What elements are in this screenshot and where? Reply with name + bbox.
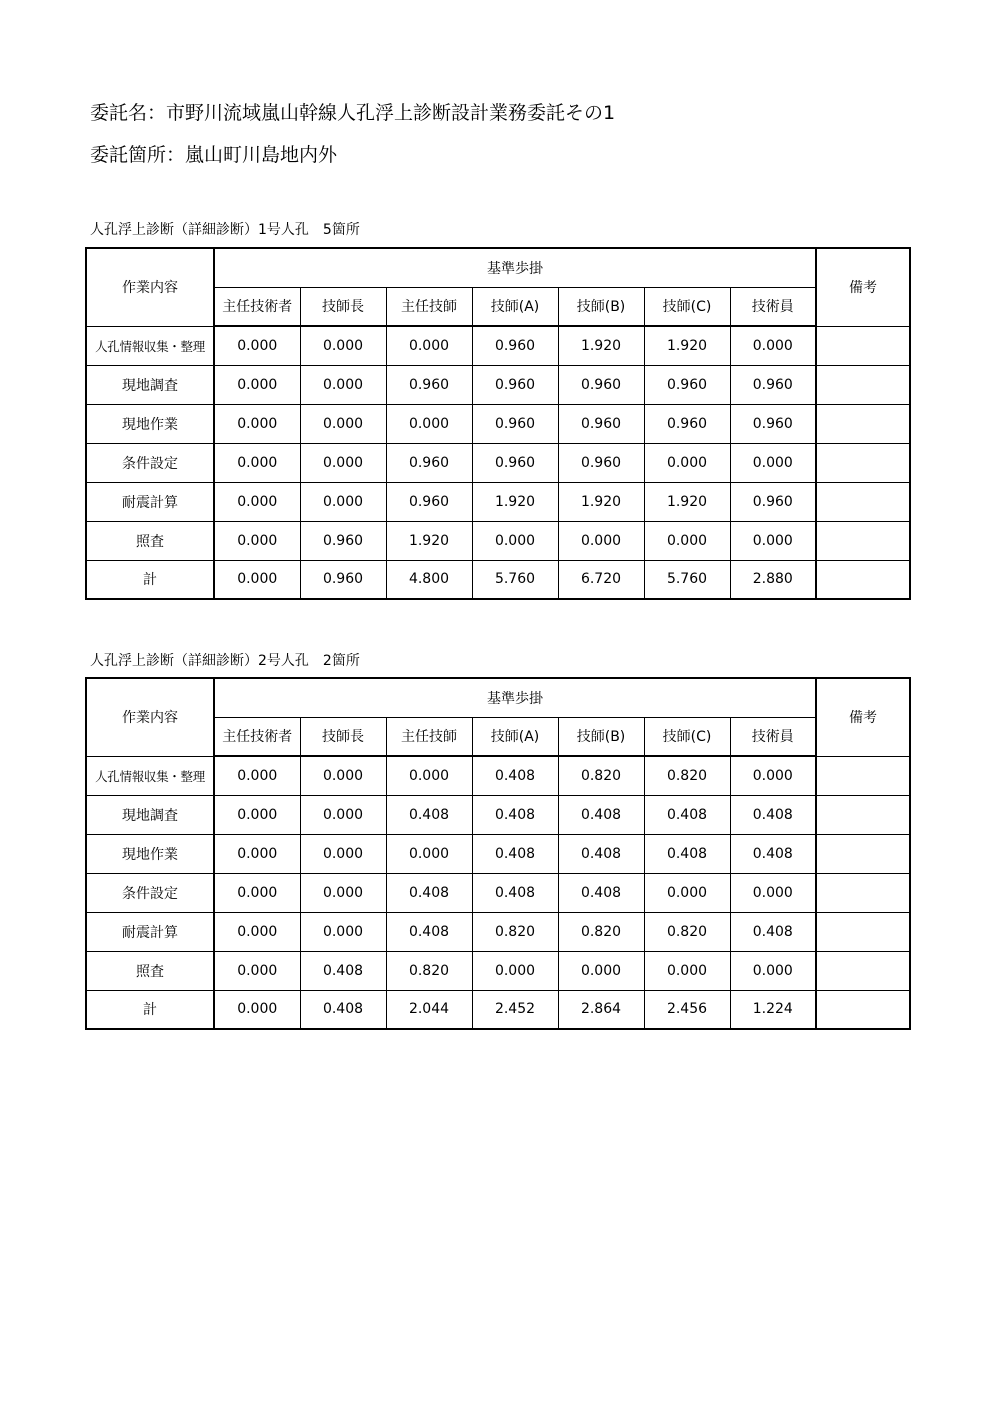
table-row: [86, 560, 910, 599]
remarks-cell: [816, 990, 910, 1029]
table-row: [86, 443, 910, 482]
value-cell: 0.408: [472, 873, 558, 912]
value-cell: 0.408: [386, 912, 472, 951]
table-row: [86, 482, 910, 521]
value-cell: 0.408: [386, 873, 472, 912]
value-cell: 0.960: [730, 365, 816, 404]
value-cell: 0.960: [730, 482, 816, 521]
header-row: [86, 678, 910, 717]
role-column-header: 技師(B): [558, 717, 644, 756]
value-cell: 0.960: [558, 404, 644, 443]
value-cell: 0.820: [644, 756, 730, 795]
value-cell: 0.408: [730, 795, 816, 834]
task-label: 現地作業: [86, 834, 214, 873]
value-cell: 0.408: [300, 951, 386, 990]
table-row: [86, 990, 910, 1029]
value-cell: 0.960: [386, 365, 472, 404]
table-row: [86, 951, 910, 990]
value-cell: 0.000: [214, 365, 300, 404]
task-label: 照査: [86, 951, 214, 990]
value-cell: 0.000: [730, 326, 816, 365]
role-column-header: 技師(A): [472, 717, 558, 756]
task-label: 人孔情報収集・整理: [86, 756, 214, 795]
value-cell: 0.000: [214, 482, 300, 521]
role-column-header: 技師長: [300, 717, 386, 756]
value-cell: 0.000: [214, 443, 300, 482]
task-label: 条件設定: [86, 873, 214, 912]
remarks-cell: [816, 912, 910, 951]
task-column-header: 作業内容: [86, 248, 214, 326]
value-cell: 0.408: [472, 795, 558, 834]
value-cell: 0.408: [558, 873, 644, 912]
remarks-cell: [816, 521, 910, 560]
value-cell: 0.408: [730, 912, 816, 951]
task-label: 人孔情報収集・整理: [86, 326, 214, 365]
role-column-header: 主任技術者: [214, 287, 300, 326]
value-cell: 0.408: [386, 795, 472, 834]
value-cell: 0.000: [214, 404, 300, 443]
table-row: [86, 795, 910, 834]
value-cell: 0.960: [730, 404, 816, 443]
value-cell: 0.000: [386, 834, 472, 873]
value-cell: 0.000: [300, 873, 386, 912]
value-cell: 0.408: [472, 756, 558, 795]
value-cell: 0.000: [730, 521, 816, 560]
value-cell: 0.000: [644, 443, 730, 482]
value-cell: 2.452: [472, 990, 558, 1029]
table-row: [86, 521, 910, 560]
value-cell: 0.000: [730, 873, 816, 912]
value-cell: 0.408: [558, 795, 644, 834]
remarks-column-header: 備考: [816, 248, 910, 326]
task-label: 耐震計算: [86, 482, 214, 521]
value-cell: 1.920: [644, 482, 730, 521]
remarks-cell: [816, 482, 910, 521]
task-label: 照査: [86, 521, 214, 560]
table-1-caption: 人孔浮上診断（詳細診断）1号人孔 5箇所: [90, 222, 360, 238]
value-cell: 0.960: [300, 521, 386, 560]
value-cell: 0.000: [214, 951, 300, 990]
value-cell: 0.000: [386, 404, 472, 443]
value-cell: 0.000: [214, 795, 300, 834]
labor-table-1: [85, 247, 911, 600]
value-cell: 0.000: [300, 365, 386, 404]
remarks-cell: [816, 404, 910, 443]
value-cell: 0.408: [300, 990, 386, 1029]
role-column-header: 技師長: [300, 287, 386, 326]
value-cell: 0.000: [214, 990, 300, 1029]
value-cell: 0.820: [472, 912, 558, 951]
value-cell: 0.820: [386, 951, 472, 990]
value-cell: 1.224: [730, 990, 816, 1029]
value-cell: 0.000: [730, 951, 816, 990]
role-column-header: 技師(C): [644, 287, 730, 326]
value-cell: 0.960: [300, 560, 386, 599]
remarks-cell: [816, 443, 910, 482]
role-column-header: 主任技術者: [214, 717, 300, 756]
value-cell: 0.960: [472, 443, 558, 482]
value-cell: 0.000: [300, 482, 386, 521]
value-cell: 0.000: [558, 521, 644, 560]
standard-rate-group-header: 基準歩掛: [214, 248, 816, 287]
role-column-header: 技術員: [730, 717, 816, 756]
value-cell: 0.000: [300, 795, 386, 834]
contract-location-line: 委託箇所：嵐山町川島地内外: [90, 144, 338, 166]
task-label: 計: [86, 990, 214, 1029]
role-column-header: 技師(B): [558, 287, 644, 326]
role-column-header: 技師(C): [644, 717, 730, 756]
table-row: [86, 326, 910, 365]
value-cell: 0.408: [644, 834, 730, 873]
value-cell: 1.920: [558, 482, 644, 521]
value-cell: 2.044: [386, 990, 472, 1029]
value-cell: 2.456: [644, 990, 730, 1029]
remarks-cell: [816, 365, 910, 404]
value-cell: 5.760: [644, 560, 730, 599]
value-cell: 0.000: [300, 756, 386, 795]
value-cell: 0.000: [558, 951, 644, 990]
table-row: [86, 365, 910, 404]
value-cell: 0.408: [644, 795, 730, 834]
remarks-column-header: 備考: [816, 678, 910, 756]
remarks-cell: [816, 795, 910, 834]
role-column-header: 主任技師: [386, 287, 472, 326]
task-label: 計: [86, 560, 214, 599]
remarks-cell: [816, 560, 910, 599]
value-cell: 0.000: [730, 443, 816, 482]
value-cell: 0.960: [472, 404, 558, 443]
table-row: [86, 912, 910, 951]
value-cell: 0.820: [558, 912, 644, 951]
value-cell: 2.864: [558, 990, 644, 1029]
value-cell: 0.000: [472, 951, 558, 990]
value-cell: 0.000: [300, 404, 386, 443]
remarks-cell: [816, 951, 910, 990]
task-column-header: 作業内容: [86, 678, 214, 756]
value-cell: 0.000: [214, 756, 300, 795]
value-cell: 6.720: [558, 560, 644, 599]
value-cell: 0.000: [730, 756, 816, 795]
value-cell: 0.000: [644, 951, 730, 990]
value-cell: 0.960: [386, 482, 472, 521]
role-column-header: 技術員: [730, 287, 816, 326]
value-cell: 1.920: [386, 521, 472, 560]
value-cell: 0.408: [558, 834, 644, 873]
value-cell: 0.000: [214, 326, 300, 365]
value-cell: 0.000: [214, 560, 300, 599]
contract-name-line: 委託名：市野川流域嵐山幹線人孔浮上診断設計業務委託その1: [90, 102, 616, 124]
value-cell: 1.920: [644, 326, 730, 365]
value-cell: 4.800: [386, 560, 472, 599]
role-column-header: 技師(A): [472, 287, 558, 326]
table-row: [86, 756, 910, 795]
value-cell: 0.960: [644, 365, 730, 404]
value-cell: 1.920: [472, 482, 558, 521]
value-cell: 1.920: [558, 326, 644, 365]
table-row: [86, 404, 910, 443]
task-label: 現地作業: [86, 404, 214, 443]
value-cell: 0.000: [386, 756, 472, 795]
remarks-cell: [816, 326, 910, 365]
remarks-cell: [816, 834, 910, 873]
value-cell: 0.000: [472, 521, 558, 560]
table-row: [86, 873, 910, 912]
remarks-cell: [816, 873, 910, 912]
header-row: [86, 248, 910, 287]
value-cell: 0.000: [214, 873, 300, 912]
value-cell: 0.000: [300, 834, 386, 873]
value-cell: 0.000: [300, 912, 386, 951]
value-cell: 0.960: [644, 404, 730, 443]
value-cell: 0.960: [558, 443, 644, 482]
value-cell: 0.000: [214, 912, 300, 951]
task-label: 耐震計算: [86, 912, 214, 951]
table-2-caption: 人孔浮上診断（詳細診断）2号人孔 2箇所: [90, 653, 360, 669]
value-cell: 2.880: [730, 560, 816, 599]
value-cell: 0.960: [386, 443, 472, 482]
value-cell: 0.000: [644, 873, 730, 912]
value-cell: 0.408: [472, 834, 558, 873]
value-cell: 0.000: [214, 521, 300, 560]
value-cell: 0.000: [644, 521, 730, 560]
value-cell: 0.408: [730, 834, 816, 873]
value-cell: 0.000: [214, 834, 300, 873]
remarks-cell: [816, 756, 910, 795]
table-row: [86, 834, 910, 873]
labor-table-2: [85, 677, 911, 1030]
value-cell: 0.820: [558, 756, 644, 795]
value-cell: 0.000: [386, 326, 472, 365]
value-cell: 0.000: [300, 443, 386, 482]
value-cell: 0.960: [472, 365, 558, 404]
task-label: 条件設定: [86, 443, 214, 482]
value-cell: 0.960: [558, 365, 644, 404]
task-label: 現地調査: [86, 795, 214, 834]
task-label: 現地調査: [86, 365, 214, 404]
role-column-header: 主任技師: [386, 717, 472, 756]
value-cell: 0.000: [300, 326, 386, 365]
standard-rate-group-header: 基準歩掛: [214, 678, 816, 717]
value-cell: 0.960: [472, 326, 558, 365]
value-cell: 5.760: [472, 560, 558, 599]
value-cell: 0.820: [644, 912, 730, 951]
